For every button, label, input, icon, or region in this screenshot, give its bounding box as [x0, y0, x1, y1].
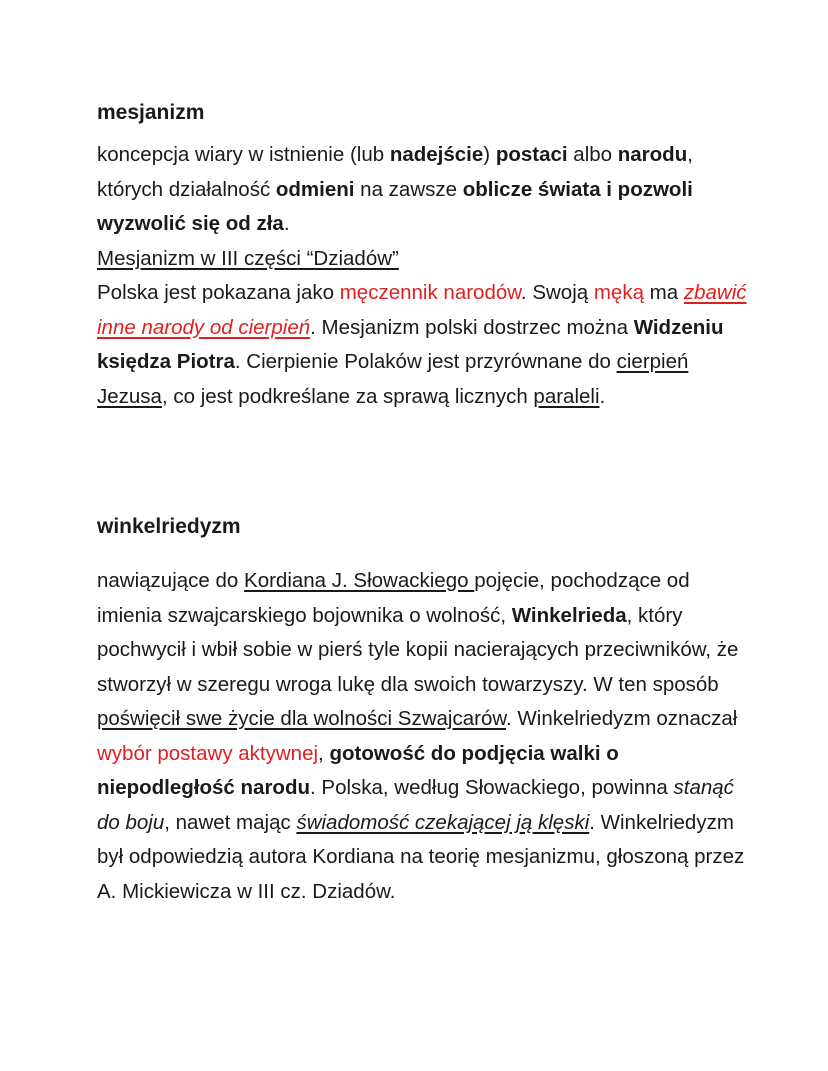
text: . Winkelriedyzm oznaczał	[506, 707, 738, 730]
italic-term: stanąć do boju	[97, 776, 734, 834]
bold-term: gotowość do podjęcia walki o niepodległość narodu	[97, 741, 619, 799]
subsection-title	[97, 242, 757, 277]
text: , nawet mając	[164, 810, 297, 834]
text: na zawsze	[354, 177, 463, 201]
text: , co jest podkreślane za sprawą licznych	[161, 384, 534, 408]
bold-term: Widzeniu księdza Piotra	[97, 315, 724, 373]
bold-term: oblicze świata i pozwoli wyzwolić się od zła	[97, 177, 693, 235]
highlight-red: męką	[593, 281, 644, 304]
text: albo	[567, 143, 618, 166]
bold-term: narodu	[617, 143, 688, 166]
section-winkelriedyzm	[97, 512, 757, 909]
underlined-term: cierpień Jezusa	[97, 350, 689, 408]
text: , który pochwycił i wbił sobie w pierś tyle kopii nacierających przeciwników, że stworzył w szeregu wroga lukę dla swoich towarzyszy. W ten sposób	[97, 603, 739, 696]
highlight-red: wybór postawy aktywnej	[97, 741, 319, 765]
text: Polska jest pokazana jako	[97, 281, 340, 304]
text: . Swoją	[520, 281, 594, 304]
text: ,	[318, 741, 330, 765]
definition-paragraph	[97, 138, 757, 242]
text: , których działalność	[97, 143, 693, 201]
text: )	[483, 143, 496, 166]
body-paragraph	[97, 276, 757, 414]
text: pojęcie, pochodzące od imienia szwajcarskiego bojownika o wolność,	[97, 569, 690, 627]
text: . Winkelriedyzm był odpowiedzią autora Kordiana na teorię mesjanizmu, głoszoną przez A. Mickiewicza w III cz. Dziadów.	[97, 810, 745, 903]
text: .	[283, 212, 290, 235]
section-mesjanizm	[97, 98, 757, 414]
text: . Polska, według Słowackiego, powinna	[310, 776, 674, 799]
body-paragraph	[97, 564, 757, 909]
bold-term: nadejście	[389, 143, 484, 166]
underlined-term: Kordiana J. Słowackiego	[244, 569, 475, 592]
bold-term: Winkelrieda	[511, 603, 627, 627]
highlight-red-italic-underlined: zbawić inne narody od cierpień	[97, 281, 747, 339]
text: . Mesjanizm polski dostrzec można	[310, 315, 634, 339]
section-title: winkelriedyzm	[97, 515, 241, 538]
highlight-red: męczennik narodów	[339, 281, 521, 304]
bold-term: postaci	[495, 143, 568, 166]
text: koncepcja wiary w istnienie (lub	[97, 143, 390, 166]
underlined-subtitle: Mesjanizm w III części “Dziadów”	[97, 246, 399, 270]
text: nawiązujące do	[97, 569, 245, 592]
text: .	[599, 384, 606, 408]
text: . Cierpienie Polaków jest przyrównane do	[234, 350, 617, 373]
section-title: mesjanizm	[97, 101, 205, 124]
underlined-term: poświęcił swe życie dla wolności Szwajcarów	[97, 707, 507, 730]
bold-term: odmieni	[275, 177, 355, 201]
underlined-term: paraleli	[533, 384, 600, 408]
italic-underlined-term: świadomość czekającej ją klęski	[296, 810, 590, 834]
document-page	[97, 98, 757, 903]
text: ma	[643, 281, 684, 304]
